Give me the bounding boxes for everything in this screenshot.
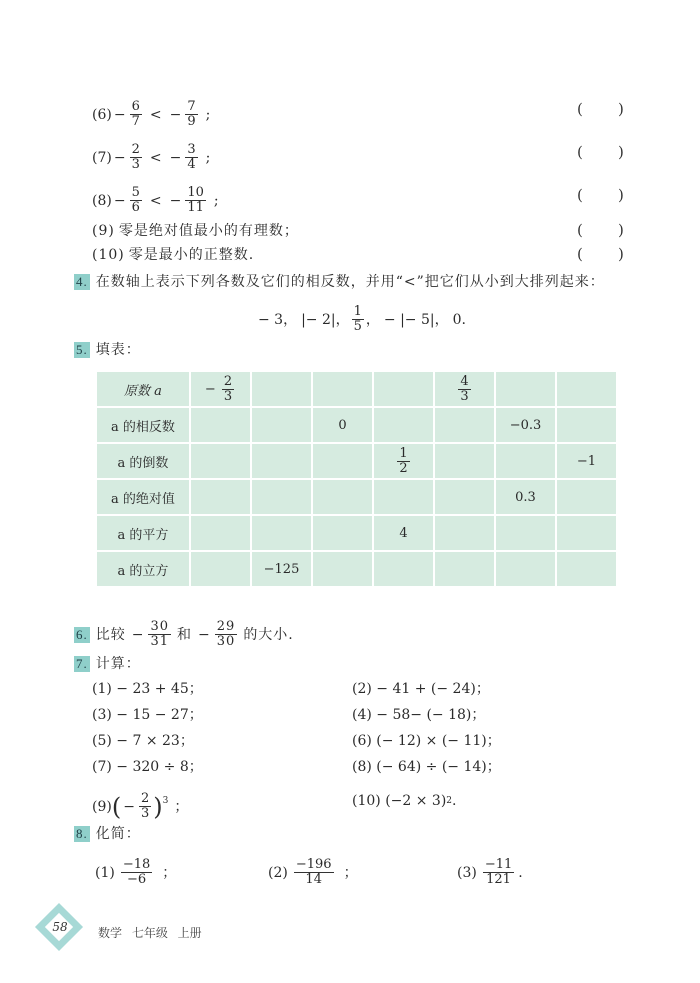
numerator: 7	[187, 99, 196, 114]
table-row	[96, 371, 617, 407]
calc-item-9	[92, 792, 188, 821]
judgment-item-8	[92, 186, 219, 215]
sign: −	[131, 626, 145, 643]
calc-item-4: (4) − 58− (− 18)；	[352, 707, 486, 723]
numerator: 2	[223, 373, 233, 389]
table-cell[interactable]	[373, 443, 434, 479]
question-4	[74, 273, 605, 291]
numerator: 10	[187, 185, 204, 200]
item-number: (10)	[92, 247, 125, 263]
row-header: a 的平方	[96, 515, 190, 551]
calc-item-2: (2) − 41 + (− 24)；	[352, 681, 490, 697]
simplify-item-1	[95, 858, 176, 887]
question-6	[74, 620, 294, 649]
calc-item-8: (8) (− 64) ÷ (− 14)；	[352, 759, 501, 775]
numerator: 3	[187, 142, 196, 157]
answer-blank-close: )	[618, 143, 624, 161]
denominator: 11	[187, 200, 204, 215]
table-cell[interactable]	[434, 371, 495, 407]
punct: ;	[205, 106, 211, 123]
numerator: 2	[140, 791, 150, 806]
table-cell[interactable]	[312, 515, 373, 551]
row-header-text: 原数 a	[124, 383, 162, 399]
sign: −	[123, 798, 135, 815]
table-cell[interactable]	[434, 443, 495, 479]
sign: −	[113, 192, 126, 209]
table-cell[interactable]: −125	[251, 551, 312, 587]
denominator: 5	[353, 319, 362, 334]
item-text: 零是最小的正整数.	[128, 247, 255, 263]
table-cell[interactable]	[495, 443, 556, 479]
table-cell[interactable]	[556, 371, 617, 407]
table-cell[interactable]	[251, 515, 312, 551]
table-cell[interactable]	[434, 479, 495, 515]
table-cell[interactable]: −0.3	[495, 407, 556, 443]
row-header: a 的倒数	[96, 443, 190, 479]
table-cell[interactable]	[495, 551, 556, 587]
table-cell[interactable]	[190, 515, 251, 551]
question-text: 化简：	[95, 826, 141, 842]
denominator: 3	[223, 388, 233, 404]
fraction	[130, 186, 142, 215]
answer-blank-close: )	[618, 245, 624, 263]
punct: ;	[205, 149, 211, 166]
table-cell[interactable]	[373, 407, 434, 443]
sign: −	[169, 192, 182, 209]
numerator: 30	[150, 619, 170, 634]
number-item: − 3，	[258, 311, 298, 328]
sign: −	[169, 106, 182, 123]
denominator: 30	[216, 634, 236, 649]
number-item: 0.	[452, 311, 466, 328]
fraction	[185, 143, 197, 172]
question-text: 比较	[95, 626, 126, 643]
item-number: (8)	[92, 192, 112, 209]
calc-item-1: (1) − 23 + 45；	[92, 681, 203, 697]
table-cell[interactable]	[495, 371, 556, 407]
fraction	[185, 186, 206, 215]
denominator: 14	[305, 872, 322, 887]
item-number: (7)	[92, 149, 112, 166]
question-number-badge: 8.	[76, 826, 88, 841]
table-cell[interactable]	[312, 479, 373, 515]
table-cell[interactable]	[190, 443, 251, 479]
table-cell[interactable]	[190, 479, 251, 515]
question-number-badge: 6.	[76, 626, 88, 642]
fraction	[397, 447, 409, 476]
numerator: −18	[122, 857, 151, 872]
fill-in-table	[95, 370, 618, 588]
table-cell[interactable]	[312, 443, 373, 479]
table-cell[interactable]	[556, 515, 617, 551]
punct: .	[518, 864, 523, 881]
judgment-item-6	[92, 100, 210, 129]
number-item: − |− 5|，	[383, 311, 449, 328]
exponent: 3	[162, 796, 169, 806]
question-text: 填表：	[95, 342, 141, 358]
table-cell[interactable]: 4	[373, 515, 434, 551]
denominator: 31	[150, 634, 170, 649]
q4-number-list	[258, 305, 466, 334]
number-item: |− 2|，	[301, 311, 350, 328]
table-cell[interactable]: 0	[312, 407, 373, 443]
sign: −	[169, 149, 182, 166]
fraction	[222, 375, 234, 404]
answer-blank-close: )	[618, 221, 624, 239]
parenthesized-fraction: ( − $\frac{2}{3}$ )	[111, 791, 163, 821]
fraction	[139, 792, 151, 821]
table-cell[interactable]: 0.3	[495, 479, 556, 515]
item-number: (9)	[92, 798, 112, 815]
row-header: a 的相反数	[96, 407, 190, 443]
operator: <	[149, 106, 162, 123]
question-text: 的大小.	[243, 626, 294, 643]
denominator: 3	[460, 388, 469, 404]
numerator: 29	[216, 619, 236, 634]
table-row	[96, 479, 617, 515]
numerator: 1	[353, 304, 362, 319]
sign: −	[113, 106, 126, 123]
answer-blank-open: (	[577, 100, 583, 118]
answer-blank-close: )	[618, 100, 624, 118]
answer-blank-open: (	[577, 143, 583, 161]
numerator: 2	[131, 142, 140, 157]
numerator: −196	[295, 857, 332, 872]
fraction	[458, 375, 470, 404]
numerator: 6	[131, 99, 140, 114]
row-header	[96, 371, 190, 407]
table-cell[interactable]	[190, 551, 251, 587]
answer-blank-close: )	[618, 186, 624, 204]
calc-item-5: (5) − 7 × 23；	[92, 733, 194, 749]
sign: −	[113, 149, 126, 166]
calc-item-7: (7) − 320 ÷ 8；	[92, 759, 203, 775]
question-number-badge: 5.	[76, 342, 88, 357]
fraction	[148, 620, 171, 649]
row-header: a 的绝对值	[96, 479, 190, 515]
table-cell[interactable]	[434, 515, 495, 551]
item-number: (9)	[92, 223, 115, 239]
numerator: 1	[399, 445, 408, 461]
answer-blank-open: (	[577, 186, 583, 204]
sign: −	[198, 626, 211, 643]
item-text: (10) (−2 × 3)	[352, 793, 447, 809]
denominator: 3	[140, 806, 150, 821]
table-cell[interactable]	[190, 407, 251, 443]
denominator: 4	[187, 157, 196, 172]
question-8	[74, 825, 141, 843]
punct: ；	[343, 864, 358, 881]
table-cell[interactable]	[373, 479, 434, 515]
table-row	[96, 443, 617, 479]
book-title: 数学 七年级 上册	[98, 926, 202, 940]
table-cell[interactable]	[556, 479, 617, 515]
table-cell[interactable]	[495, 515, 556, 551]
question-5	[74, 341, 141, 359]
item-number: (2)	[268, 864, 288, 881]
table-cell[interactable]	[434, 407, 495, 443]
fraction	[130, 100, 142, 129]
fraction	[483, 858, 514, 887]
item-number: (3)	[457, 864, 477, 881]
question-number-badge: 7.	[76, 656, 88, 671]
table-cell[interactable]: −1	[556, 443, 617, 479]
denominator: 121	[486, 872, 511, 887]
item-number: (6)	[92, 106, 112, 123]
exponent: 2	[446, 796, 453, 806]
calc-item-10	[352, 792, 456, 810]
judgment-item-7	[92, 143, 210, 172]
simplify-item-3	[457, 858, 523, 887]
item-text: 零是绝对值最小的有理数；	[118, 223, 299, 239]
operator: <	[149, 192, 162, 209]
operator: <	[149, 149, 162, 166]
table-cell[interactable]	[312, 551, 373, 587]
punct: ；	[162, 864, 177, 881]
item-number: (1)	[95, 864, 115, 881]
denominator: 3	[131, 157, 140, 172]
punct: ;	[213, 192, 219, 209]
table-cell[interactable]	[373, 551, 434, 587]
answer-blank-open: (	[577, 221, 583, 239]
table-cell[interactable]	[556, 407, 617, 443]
fraction	[215, 620, 238, 649]
table-cell[interactable]	[251, 443, 312, 479]
fraction	[352, 305, 364, 334]
table-row	[96, 515, 617, 551]
denominator: 6	[131, 200, 140, 215]
table-cell[interactable]	[251, 371, 312, 407]
table-row	[96, 407, 617, 443]
fraction	[121, 858, 152, 887]
question-text: 在数轴上表示下列各数及它们的相反数，并用“<”把它们从小到大排列起来：	[95, 274, 605, 290]
question-text: 计算：	[95, 656, 141, 672]
punct: .	[452, 793, 457, 809]
numerator: −11	[484, 857, 513, 872]
punct: ，	[365, 311, 380, 328]
table-cell[interactable]	[312, 371, 373, 407]
punct: ；	[174, 798, 189, 815]
table-cell[interactable]	[373, 371, 434, 407]
fraction	[130, 143, 142, 172]
table-row	[96, 551, 617, 587]
row-header: a 的立方	[96, 551, 190, 587]
table-cell[interactable]	[556, 551, 617, 587]
table-cell[interactable]	[434, 551, 495, 587]
sign: −	[204, 381, 220, 397]
fraction	[185, 100, 197, 129]
denominator: 7	[131, 114, 140, 129]
numerator: 4	[460, 373, 469, 389]
table-cell[interactable]	[251, 479, 312, 515]
calc-item-3: (3) − 15 − 27；	[92, 707, 203, 723]
denominator: 2	[399, 460, 408, 476]
calc-item-6: (6) (− 12) × (− 11)；	[352, 733, 501, 749]
judgment-item-10	[92, 246, 254, 264]
question-text: 和	[177, 626, 193, 643]
table-cell[interactable]	[251, 407, 312, 443]
denominator: 9	[187, 114, 196, 129]
fraction	[294, 858, 334, 887]
table-cell[interactable]	[190, 371, 251, 407]
denominator: −6	[126, 872, 147, 887]
simplify-item-2	[268, 858, 358, 887]
judgment-item-9	[92, 222, 299, 240]
numerator: 5	[131, 185, 140, 200]
answer-blank-open: (	[577, 245, 583, 263]
question-7	[74, 655, 141, 673]
question-number-badge: 4.	[76, 274, 88, 289]
page-number: 58	[52, 920, 68, 934]
